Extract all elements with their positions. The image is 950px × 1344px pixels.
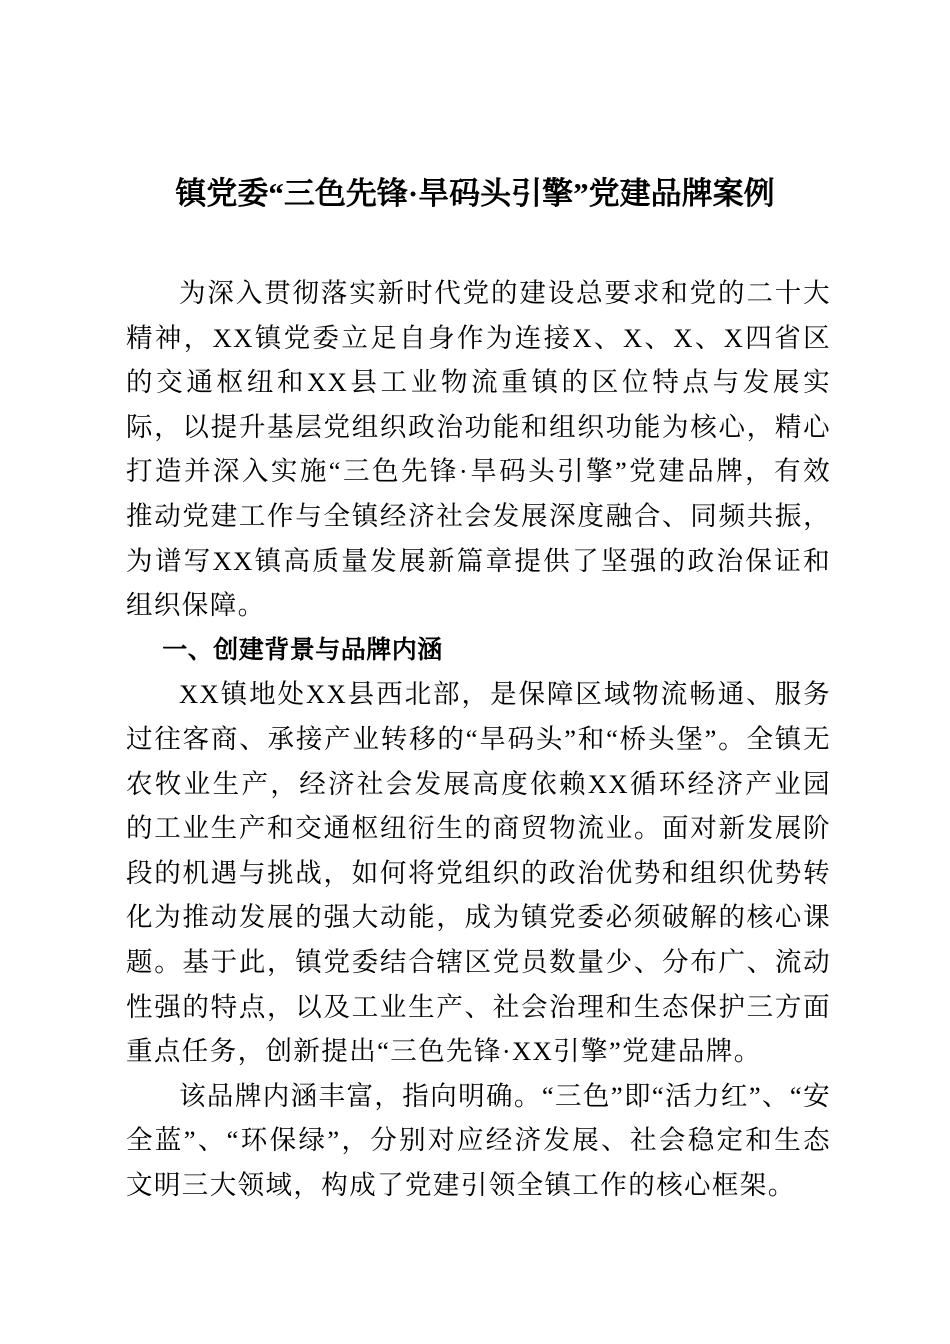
background-paragraph: XX镇地处XX县西北部，是保障区域物流畅通、服务过往客商、承接产业转移的“旱码头”和“桥头堡”。全镇无农牧业生产，经济社会发展高度依赖XX循环经济产业园的工业生产和交通枢纽衍生的商贸物流业。面对新发展阶段的机遇与挑战，如何将党组织的政治优势和组织优势转化为推动发展的强大动能，成为镇党委必须破解的核心课题。基于此，镇党委结合辖区党员数量少、分布广、流动性强的特点，以及工业生产、社会治理和生态保护三方面重点任务，创新提出“三色先锋·XX引擎”党建品牌。	[126, 679, 831, 1067]
intro-paragraph: 为深入贯彻落实新时代党的建设总要求和党的二十大精神，XX镇党委立足自身作为连接X、X、X、X四省区的交通枢纽和XX县工业物流重镇的区位特点与发展实际，以提升基层党组织政治功能和组织功能为核心，精心打造并深入实施“三色先锋·旱码头引擎”党建品牌，有效推动党建工作与全镇经济社会发展深度融合、同频共振，为谱写XX镇高质量发展新篇章提供了坚强的政治保证和组织保障。	[126, 278, 831, 621]
brand-connotation-paragraph: 该品牌内涵丰富，指向明确。“三色”即“活力红”、“安全蓝”、“环保绿”，分别对应经济发展、社会稳定和生态文明三大领域，构成了党建引领全镇工作的核心框架。	[126, 1080, 831, 1200]
document-title: 镇党委“三色先锋·旱码头引擎”党建品牌案例	[175, 176, 775, 211]
document-body	[126, 271, 831, 1207]
section-heading: 一、创建背景与品牌内涵	[162, 635, 443, 664]
